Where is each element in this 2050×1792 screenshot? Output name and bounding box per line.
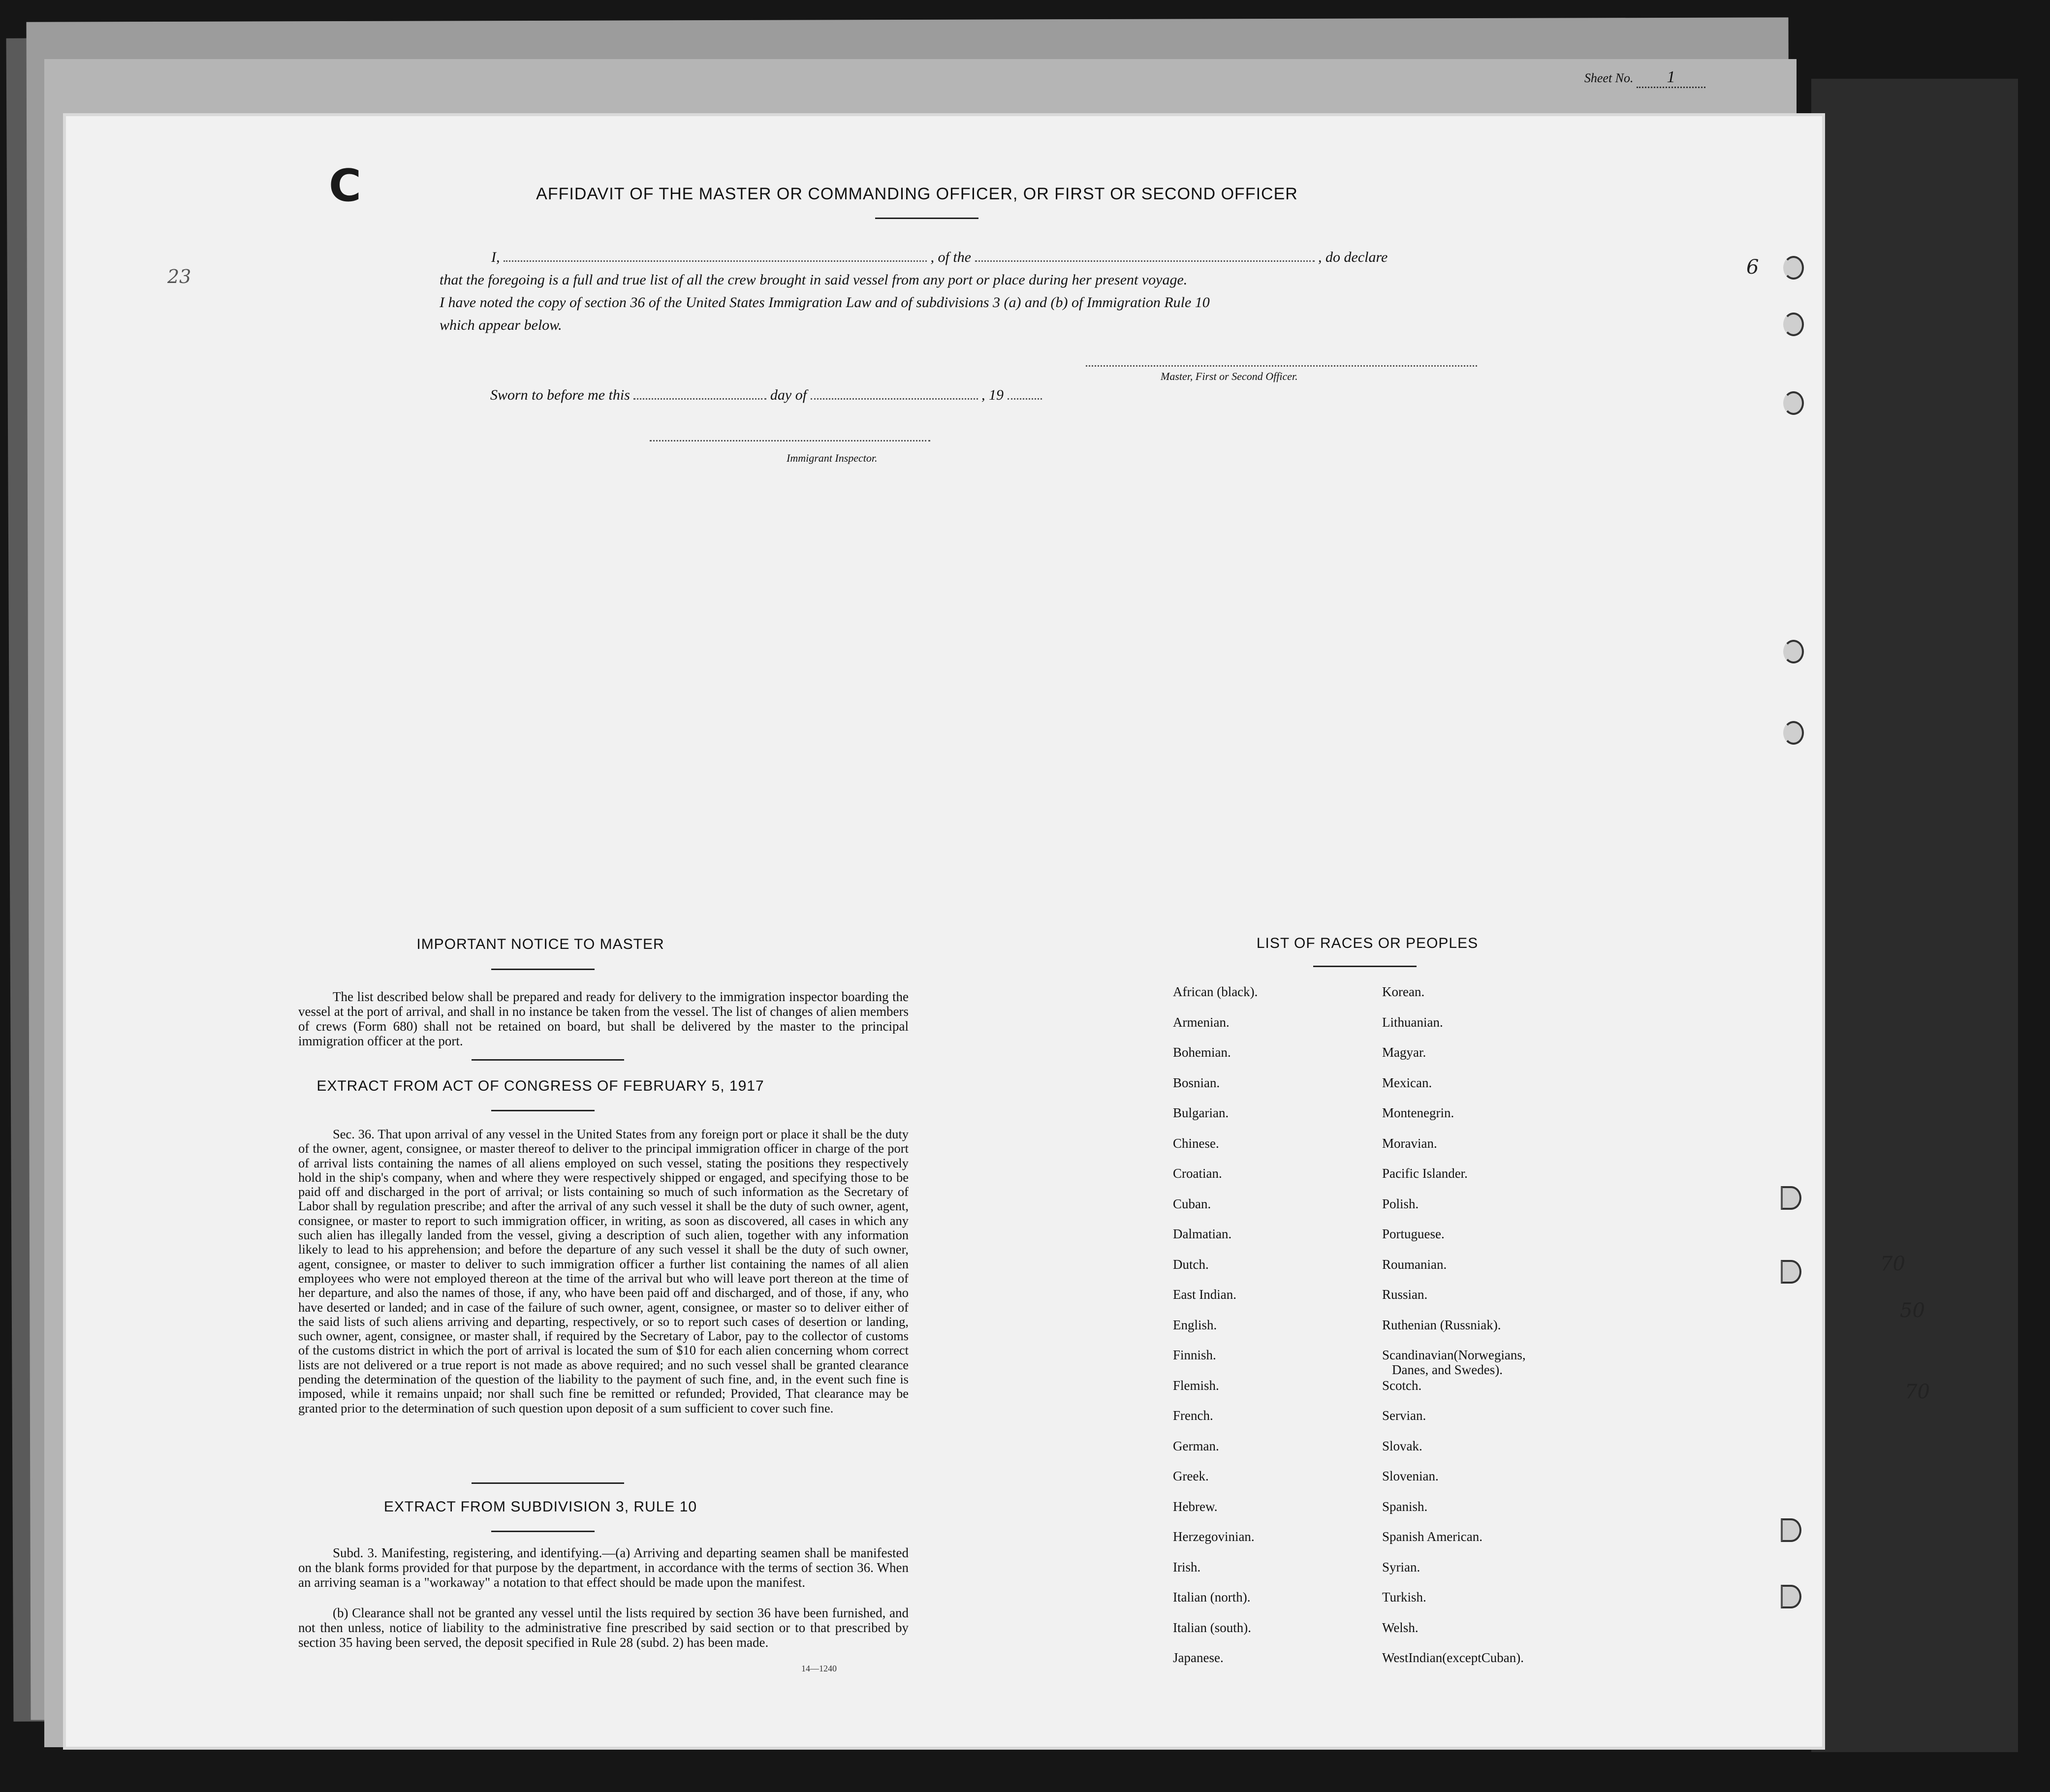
vessel-name-field[interactable] — [975, 249, 1315, 262]
race-item: Magyar. — [1382, 1045, 1426, 1060]
notice-end-rule — [472, 1059, 624, 1061]
affidavit-line-4: which appear below. — [440, 317, 562, 333]
race-item: Bulgarian. — [1173, 1105, 1229, 1120]
extract-rule-rule — [491, 1531, 595, 1532]
race-item: Flemish. — [1173, 1378, 1219, 1393]
inspector-caption: Immigrant Inspector. — [787, 452, 878, 464]
race-item: Servian. — [1382, 1408, 1426, 1423]
margin-mark: 50 — [1900, 1299, 1925, 1322]
master-caption: Master, First or Second Officer. — [1161, 370, 1298, 382]
race-item: Spanish American. — [1382, 1529, 1482, 1544]
margin-mark: 70 — [1880, 1253, 1905, 1275]
race-item: Spanish. — [1382, 1499, 1428, 1514]
race-item: African (black). — [1173, 984, 1258, 999]
race-item: Scandinavian(Norwegians, — [1382, 1348, 1526, 1362]
race-item: Scotch. — [1382, 1378, 1422, 1393]
punch-hole — [1781, 1260, 1801, 1284]
race-item: Pacific Islander. — [1382, 1166, 1468, 1181]
race-item: Herzegovinian. — [1173, 1529, 1255, 1544]
master-signature-field[interactable] — [1086, 353, 1477, 367]
race-item: Turkish. — [1382, 1590, 1426, 1604]
race-item: Slovenian. — [1382, 1469, 1439, 1483]
form-number: 14—1240 — [801, 1664, 837, 1673]
extract-rule-text-b: (b) Clearance shall not be granted any vessel until the lists required by section 36 have been furnished, and not then unless, notice of liability to the administrative fine prescribed by said section or to that prescribed by section 35 having been served, the deposit specified in Rule 28 (subd. 2) has been made. — [298, 1605, 909, 1650]
race-item: Russian. — [1382, 1287, 1428, 1302]
race-item: Moravian. — [1382, 1135, 1437, 1151]
margin-mark: 70 — [1905, 1381, 1930, 1403]
sheet-number: Sheet No. 1 — [1584, 68, 1705, 88]
master-name-field[interactable] — [504, 249, 927, 262]
form-page — [63, 113, 1825, 1750]
race-item: East Indian. — [1173, 1287, 1236, 1302]
affidavit-line-2: that the foregoing is a full and true list of all the crew brought in said vessel from any port or place during her present voyage. — [440, 272, 1188, 288]
races-title: LIST OF RACES OR PEOPLES — [1256, 935, 1479, 951]
race-item: Irish. — [1173, 1559, 1201, 1574]
race-item: Danes, and Swedes). — [1392, 1362, 1503, 1377]
race-item: Italian (north). — [1173, 1590, 1251, 1604]
race-item: Syrian. — [1382, 1559, 1420, 1574]
races-rule — [1313, 966, 1417, 967]
race-item: Dutch. — [1173, 1257, 1209, 1272]
race-item: Mexican. — [1382, 1075, 1432, 1090]
race-item: Lithuanian. — [1382, 1014, 1443, 1030]
sworn-day-field[interactable] — [633, 386, 766, 400]
punch-hole — [1783, 721, 1804, 745]
punch-hole — [1783, 256, 1804, 280]
race-item: Finnish. — [1173, 1348, 1216, 1362]
notice-title: IMPORTANT NOTICE TO MASTER — [416, 936, 664, 952]
pencil-mark: C — [329, 160, 362, 212]
race-item: Japanese. — [1173, 1650, 1224, 1665]
race-item: Cuban. — [1173, 1196, 1211, 1211]
race-item: Chinese. — [1173, 1135, 1219, 1151]
punch-hole — [1783, 391, 1804, 415]
punch-hole — [1781, 1186, 1801, 1210]
inspector-signature-field[interactable] — [650, 428, 930, 441]
race-item: Korean. — [1382, 984, 1425, 999]
race-item: Bohemian. — [1173, 1045, 1231, 1060]
extract-rule-title: EXTRACT FROM SUBDIVISION 3, RULE 10 — [383, 1499, 697, 1515]
race-item: French. — [1173, 1408, 1213, 1423]
notice-text: The list described below shall be prepared and ready for delivery to the immigration inspector boarding the vessel at the port of arrival, and shall in no instance be taken from the vessel. The list of changes of alien members of crews (Form 680) shall not be retained on board, but shall be delivered by the master to the principal immigration officer at the port. — [298, 989, 909, 1048]
punch-hole — [1781, 1518, 1801, 1542]
race-item: Slovak. — [1382, 1438, 1422, 1453]
race-item: English. — [1173, 1317, 1217, 1332]
race-item: Croatian. — [1173, 1166, 1222, 1181]
race-item: WestIndian(exceptCuban). — [1382, 1650, 1524, 1665]
punch-hole — [1783, 313, 1804, 336]
affidavit-line-3: I have noted the copy of section 36 of the United States Immigration Law and of subdivisions 3 (a) and (b) of Immigration Rule 10 — [440, 294, 1210, 311]
punch-hole — [1781, 1585, 1801, 1608]
extract-act-rule — [491, 1110, 595, 1111]
sworn-month-field[interactable] — [811, 386, 978, 400]
race-item: Bosnian. — [1173, 1075, 1220, 1090]
race-item: Dalmatian. — [1173, 1226, 1232, 1241]
extract-act-text: Sec. 36. That upon arrival of any vessel in the United States from any foreign port or place it shall be the duty of the owner, agent, consignee, or master thereof to deliver to the principal immigration officer in charge of the port of arrival lists containing the names of all aliens employed on such vessel, stating the positions they respectively hold in the ship's company, when and where they were respectively shipped or engaged, and specifying those to be paid off and discharged in the port of arrival; or lists containing so much of such information as the Secretary of Labor shall by regulation prescribe; and after the arrival of any such vessel it shall be the duty of such owner, agent, consignee, or master to report to such immigration officer, in writing, as soon as discovered, all cases in which any such alien has illegally landed from the vessel, giving a description of such alien, together with any information likely to lead to his apprehension; and before the departure of any such vessel it shall be the duty of such owner, agent, consignee, or master to deliver to such immigration officer a further list containing the names of all alien employees who were not employed thereon at the time of the arrival but who will leave port thereon at the time of her departure, and also the names of those, if any, who have been paid off and discharged, and of those, if any, who have deserted or landed; and in case of the failure of such owner, agent, consignee, or master so to deliver either of the said lists of such aliens arriving and departing, respectively, or so to report such cases of desertion or landing, such owner, agent, consignee, or master shall, if required by the Secretary of Labor, pay to the collector of customs of the customs district in which the port of arrival is located the sum of $10 for each alien concerning whom correct lists are not delivered or a true report is not made as above required; and no such vessel shall be granted clearance pending the determination of the question of the liability to the payment of such fine, and, in the event such fine is imposed, while it remains unpaid; nor shall such fine be remitted or refunded; Provided, That clearance may be granted prior to the determination of such question upon deposit of a sum sufficient to cover such fine. — [298, 1127, 909, 1415]
affidavit-line-1: I, , of the , do declare — [491, 249, 1388, 265]
extract-act-end-rule — [472, 1482, 624, 1484]
sworn-year-field[interactable] — [1008, 386, 1042, 400]
margin-mark: 6 — [1746, 256, 1759, 279]
extract-act-title: EXTRACT FROM ACT OF CONGRESS OF FEBRUARY 5, 1917 — [316, 1078, 764, 1094]
race-item: Italian (south). — [1173, 1620, 1251, 1635]
race-item: Polish. — [1382, 1196, 1419, 1211]
sworn-line: Sworn to before me this day of , 19 — [490, 386, 1042, 404]
extract-rule-text-a: Subd. 3. Manifesting, registering, and identifying.—(a) Arriving and departing seamen shall be manifested on the blank forms provided for that purpose by the department, in accordance with the terms of section 36. When an arriving seaman is a "workaway" a notation to that effect should be made upon the manifest. — [298, 1545, 909, 1590]
race-item: Greek. — [1173, 1469, 1209, 1483]
margin-mark: 23 — [167, 266, 191, 287]
race-item: Montenegrin. — [1382, 1105, 1454, 1120]
race-item: German. — [1173, 1438, 1219, 1453]
race-item: Hebrew. — [1173, 1499, 1218, 1514]
notice-rule — [491, 969, 595, 970]
race-item: Roumanian. — [1382, 1257, 1447, 1272]
punch-hole — [1783, 640, 1804, 663]
race-item: Ruthenian (Russniak). — [1382, 1317, 1501, 1332]
race-item: Portuguese. — [1382, 1226, 1445, 1241]
binder-edge — [1811, 79, 2018, 1752]
race-item: Armenian. — [1173, 1014, 1230, 1030]
title-rule — [875, 218, 978, 219]
race-item: Welsh. — [1382, 1620, 1419, 1635]
affidavit-title: AFFIDAVIT OF THE MASTER OR COMMANDING OFFICER, OR FIRST OR SECOND OFFICER — [536, 185, 1298, 203]
